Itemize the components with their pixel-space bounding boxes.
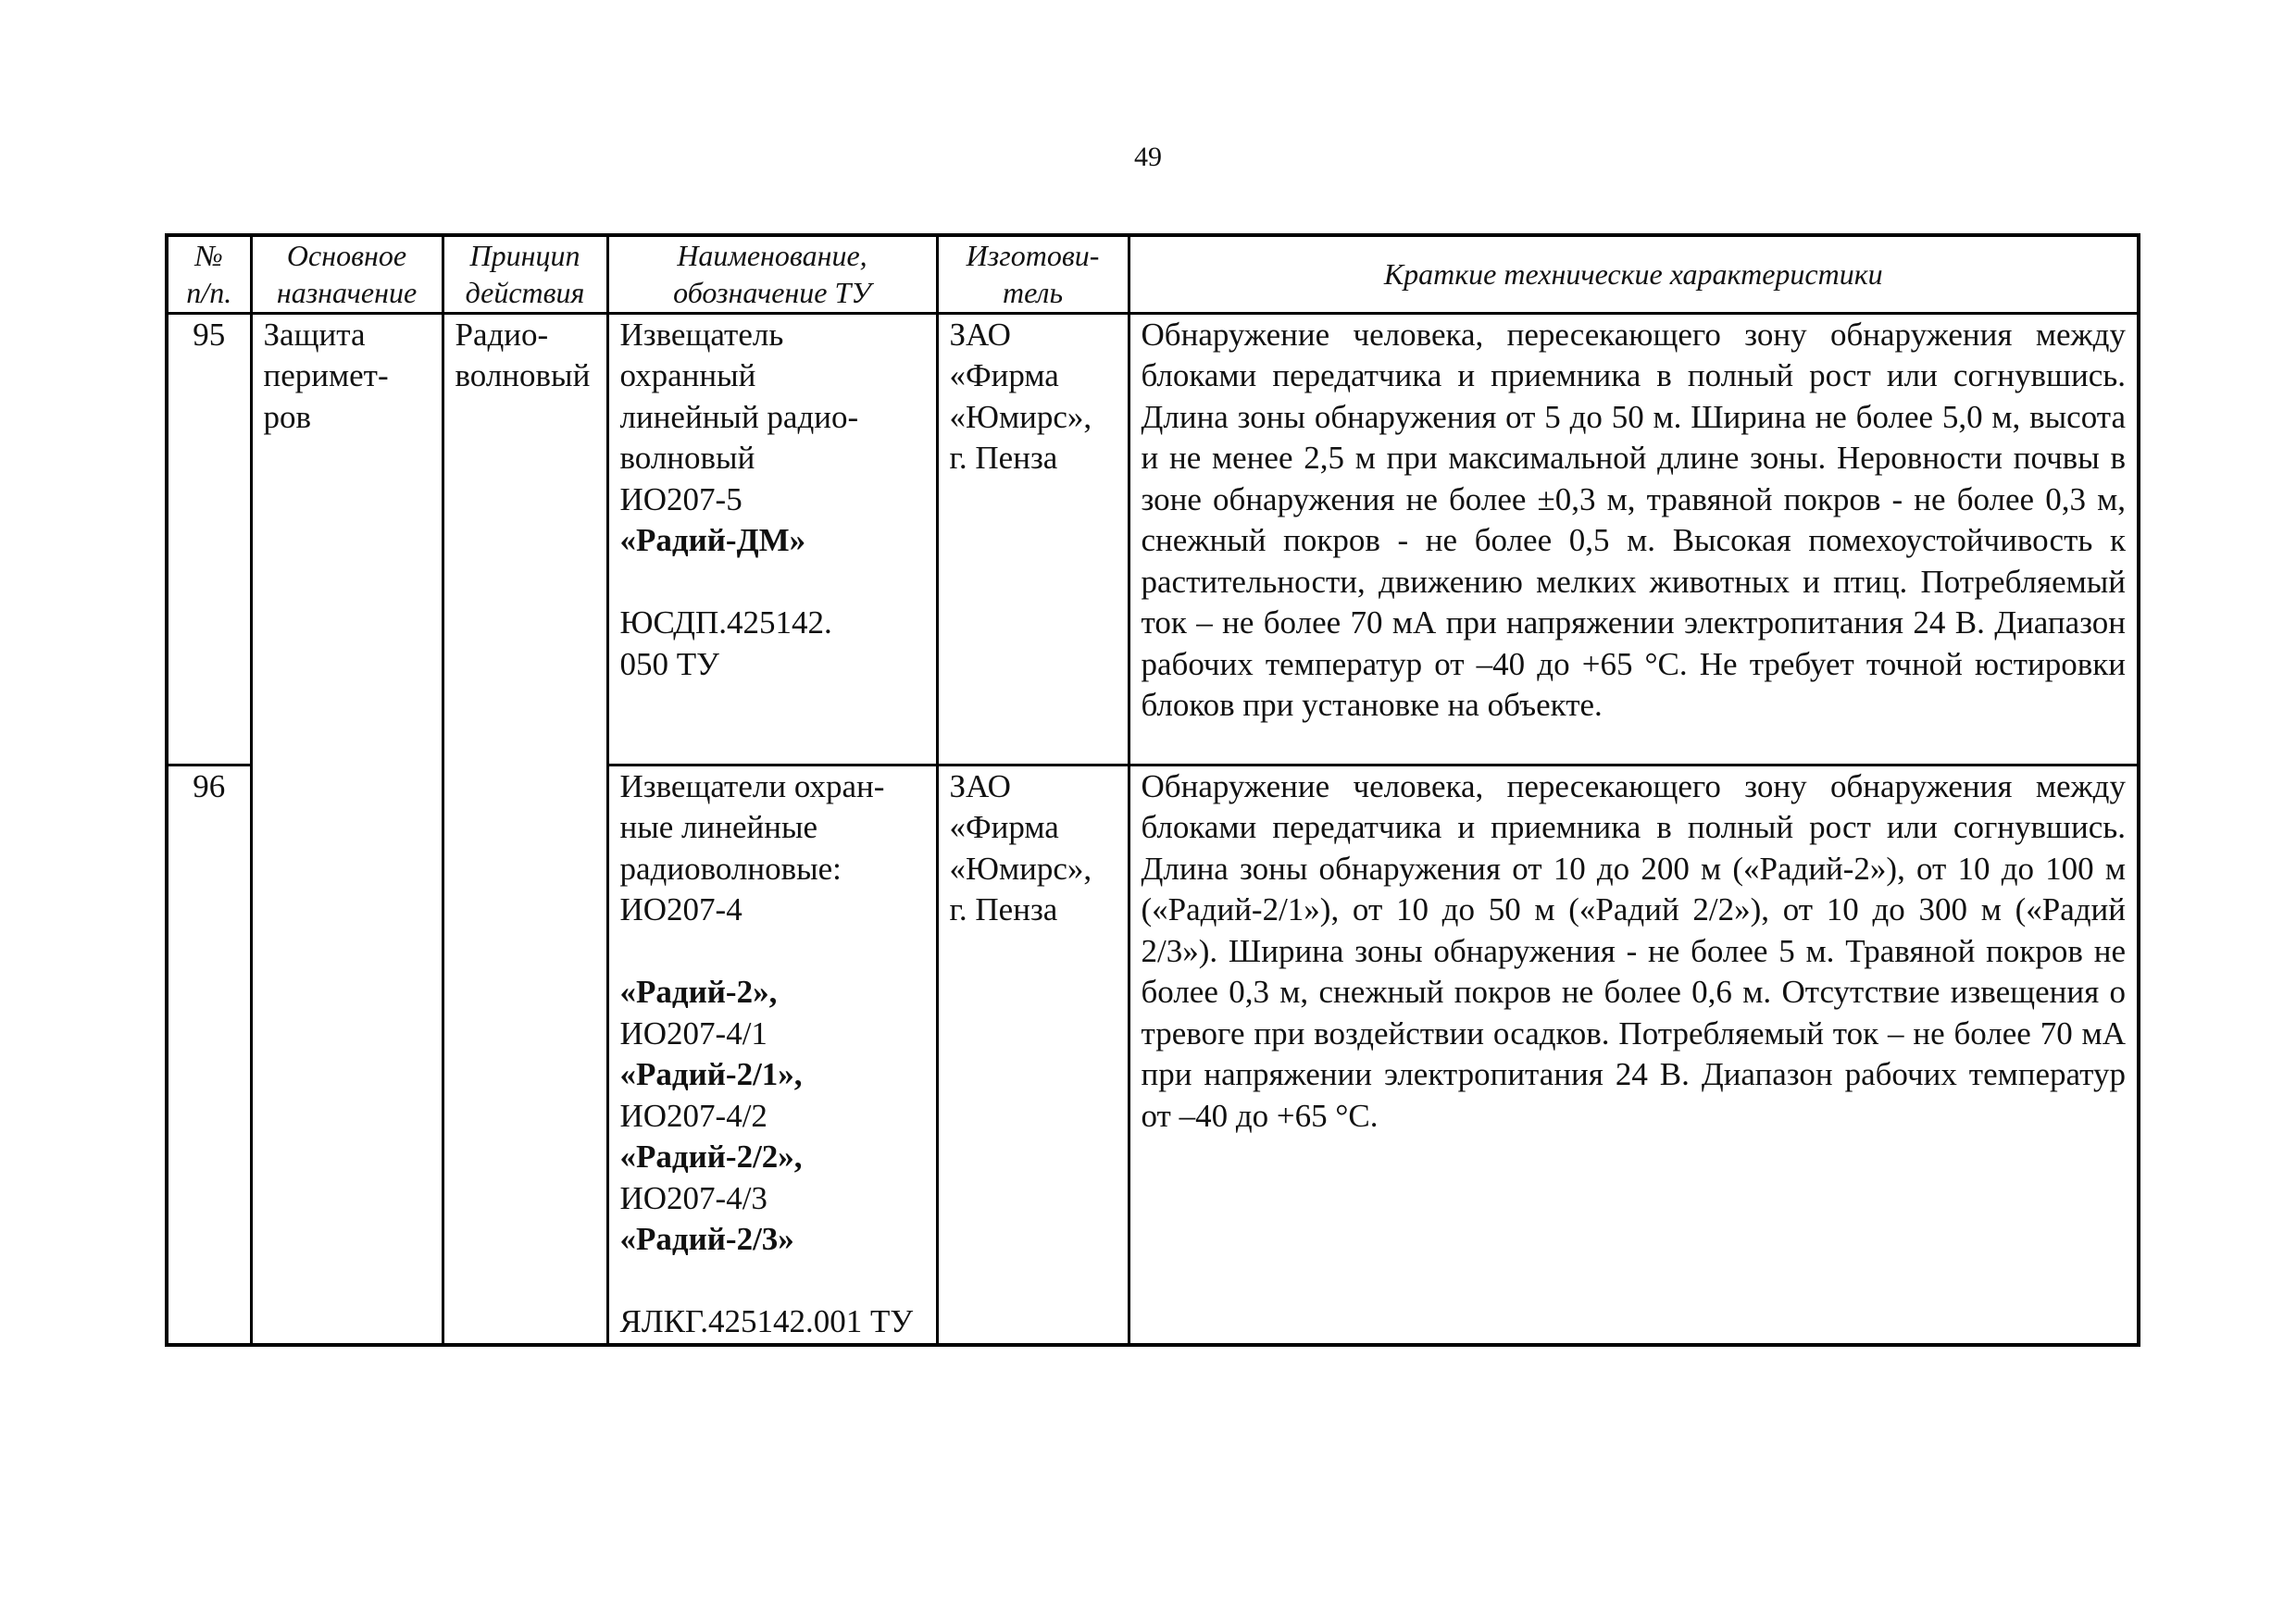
tu-code: ЯЛКГ.425142.001 ТУ [619,1303,914,1339]
tu-code: ЮСДП.425142. [619,604,832,641]
model-name: «Радий-2/3» [619,1221,794,1257]
header-name: Наименование, обозначение ТУ [607,235,937,313]
row-number: 95 [167,313,251,765]
maker-cell: ЗАО «Фирма «Юмирс», г. Пенза [937,313,1129,765]
description-cell: Обнаружение человека, пересекающего зону обнаружения между блоками передатчика и приемника в полный рост или согнувшись. Длина зоны обнаружения от 10 до 200 м («Радий-2»), от 10 до 100 м («Радий-2/1»), от 10 до 50 м («Радий 2/2»), от 10 до 300 м («Радий 2/3»). Ширина зоны обнаружения - не более 5 м. Травяной покров не более 0,3 м, снежный покров не более 0,6 м. Отсутствие извещения о тревоге при воздействии осадков. Потребляемый ток – не более 70 мА при напряжении электропитания 24 В. Диапазон рабочих температур от –40 до +65 °С. [1129,765,2139,1345]
model-code: ИО207-4/3 [619,1179,767,1216]
model-code: ИО207-4/2 [619,1097,767,1134]
page-number: 49 [1134,142,1162,172]
header-maker: Изготови- тель [937,235,1129,313]
header-principle: Принцип действия [443,235,607,313]
purpose-cell: Защита перимет- ров [251,313,443,1345]
tu-code: 050 ТУ [619,645,719,682]
model-name: «Радий-2», [619,974,778,1010]
name-cell: Извещатели охран- ные линейные радиоволновые: ИО207-4 «Радий-2», ИО207-4/1 «Радий-2/1», ИО207-4/2 «Радий-2/2», ИО207-4/3 «Радий-2/3» ЯЛКГ.425142.001 ТУ [607,765,937,1345]
table-header-row [167,235,2139,313]
model-name: «Радий-2/1», [619,1056,803,1092]
row-number: 96 [167,765,251,1345]
maker-cell: ЗАО «Фирма «Юмирс», г. Пенза [937,765,1129,1345]
model-name: «Радий-2/2», [619,1139,803,1175]
table-row [167,313,2139,765]
principle-cell: Радио- волновый [443,313,607,1345]
header-purpose: Основное назначение [251,235,443,313]
model-name: «Радий-ДМ» [619,522,806,558]
description-cell: Обнаружение человека, пересекающего зону обнаружения между блоками передатчика и приемника в полный рост или согнувшись. Длина зоны обнаружения от 5 до 50 м. Ширина не более 5,0 м, высота и не менее 2,5 м при максимальной длине зоны. Неровности почвы в зоне обнаружения не более ±0,3 м, травяной покров - не более 0,3 м, снежный покров - не более 0,5 м. Высокая помехоустойчивость к растительности, движению мелких животных и птиц. Потребляемый ток – не более 70 мА при напряжении электропитания 24 В. Диапазон рабочих температур от –40 до +65 °С. Не требует точной юстировки блоков при установке на объекте. [1129,313,2139,765]
model-code: ИО207-4/1 [619,1014,767,1052]
equipment-table [165,233,2140,1347]
header-number: № п/п. [167,235,251,313]
name-cell: Извещатель охранный линейный радио- волновый ИО207-5 «Радий-ДМ» ЮСДП.425142. 050 ТУ [607,313,937,765]
header-specs: Краткие технические характеристики [1129,235,2139,313]
